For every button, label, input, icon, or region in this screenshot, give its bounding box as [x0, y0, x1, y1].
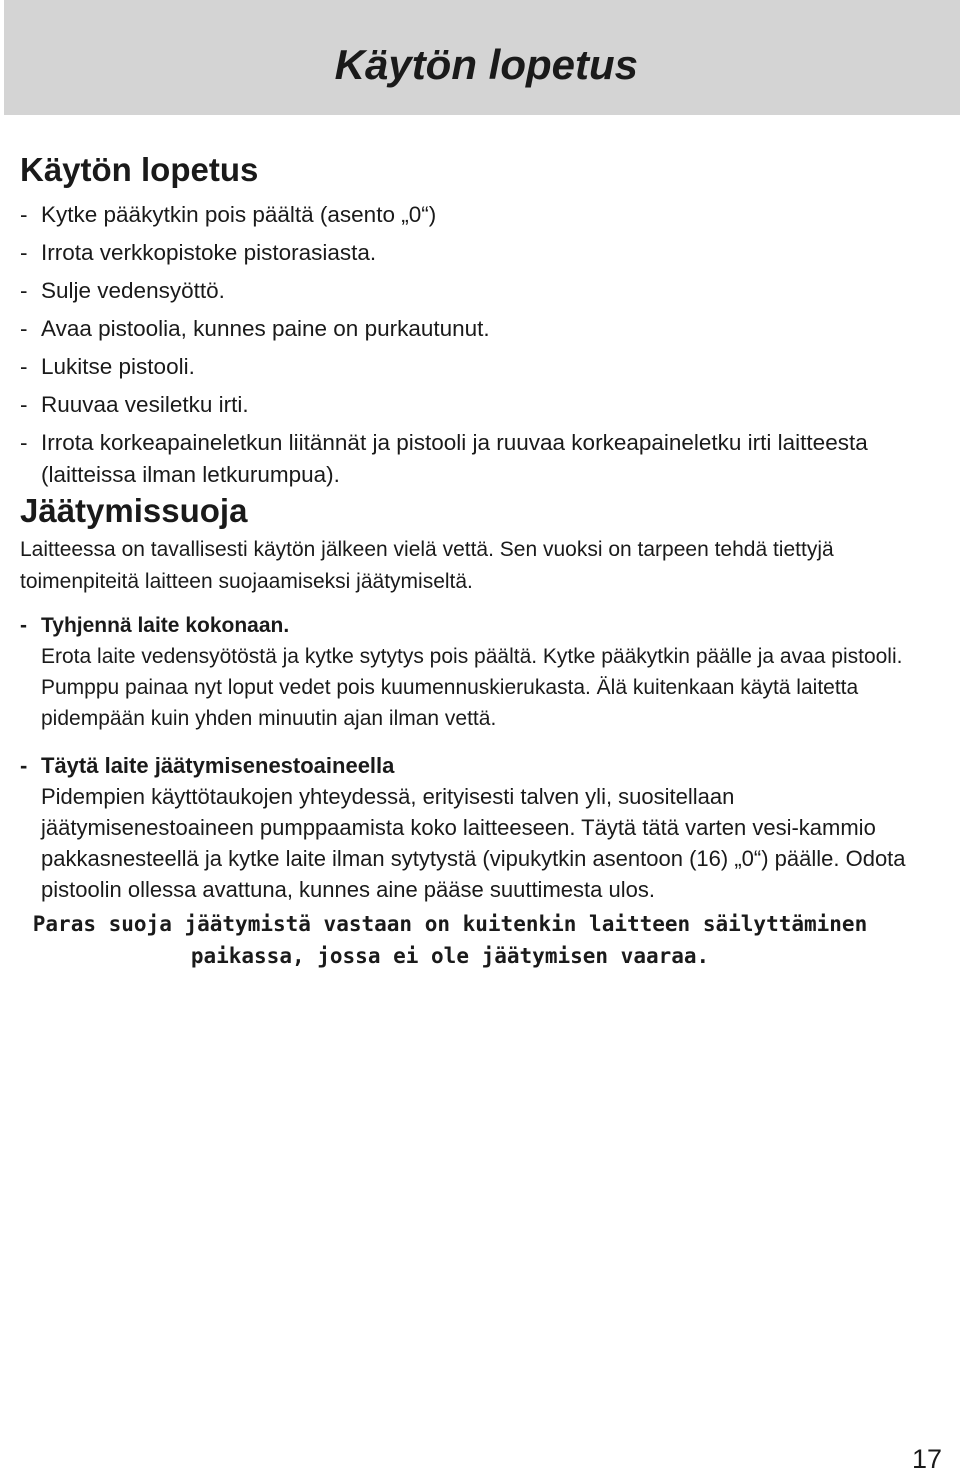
frost-step-text: Pidempien käyttötaukojen yhteydessä, erityisesti talven yli, suositellaan jäätymisenestoaineen pumppaamista koko laitteeseen. Täytä tätä varten vesi-kammio pakkasnesteellä ja kytke laite ilman sytytystä (vipukytkin asentoon (16) „0“) päälle. Odota pistoolin ollessa avattuna, kunnes aine pääse suuttimesta ulos.: [41, 784, 906, 903]
frost-step-title: Tyhjennä laite kokonaan.: [41, 614, 290, 638]
section-heading-kaytan-lopetus: Käytön lopetus: [20, 151, 259, 188]
shutdown-step: - Lukitse pistooli.: [20, 348, 940, 386]
section-heading-jaatymissuoja: Jäätymissuoja: [20, 491, 248, 529]
bullet-dash: -: [20, 614, 27, 638]
frost-step-text: Erota laite vedensyötöstä ja kytke sytytys pois päältä. Kytke pääkytkin päälle ja avaa pistooli. Pumppu painaa nyt loput vedet pois kuumennuskierukasta. Älä kuitenkaan käytä laitetta pidempään kuin yhden minuutin ajan ilman vettä.: [41, 645, 903, 731]
header-band: [4, 0, 960, 115]
frost-step-antifreeze: [20, 750, 940, 905]
header-title: Käytön lopetus: [334, 41, 638, 88]
page-content: [20, 150, 940, 972]
shutdown-step: - Irrota korkeapaineletkun liitännät ja pistooli ja ruuvaa korkeapaineletku irti laitteesta (laitteissa ilman letkurumpua).: [20, 427, 940, 491]
shutdown-steps-list: [20, 196, 940, 491]
page-number: 17: [911, 1443, 942, 1474]
shutdown-step: - Sulje vedensyöttö.: [20, 272, 940, 310]
shutdown-step: - Ruuvaa vesiletku irti.: [20, 386, 940, 424]
frost-step-drain: [20, 610, 940, 734]
closing-note: Paras suoja jäätymistä vastaan on kuitenkin laitteen säilyttäminen paikassa, jossa ei ole jäätymisen vaaraa.: [32, 912, 868, 969]
shutdown-step: - Irrota verkkopistoke pistorasiasta.: [20, 234, 940, 272]
shutdown-step: - Kytke pääkytkin pois päältä (asento „0“): [20, 196, 940, 234]
shutdown-step: - Avaa pistoolia, kunnes paine on purkautunut.: [20, 310, 940, 348]
frost-protection-intro: Laitteessa on tavallisesti käytön jälkeen vielä vettä. Sen vuoksi on tarpeen tehdä tiettyjä toimenpiteitä laitteen suojaamiseksi jäätymiseltä.: [20, 538, 834, 594]
bullet-dash: -: [20, 753, 28, 779]
frost-step-title: Täytä laite jäätymisenestoaineella: [41, 753, 395, 779]
